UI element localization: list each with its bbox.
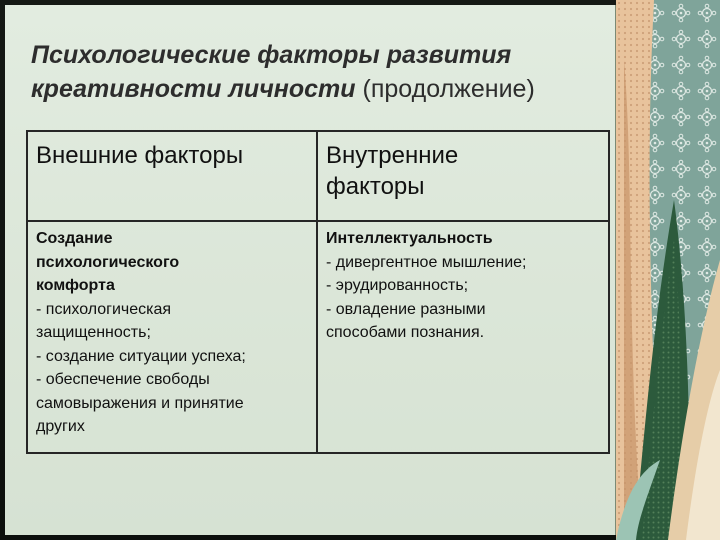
- external-heading-line2: психологического: [36, 253, 180, 271]
- title-continued: (продолжение): [355, 75, 535, 103]
- header-external-label: Внешние факторы: [36, 142, 244, 169]
- title-bold-line2: креативности личности: [31, 75, 356, 103]
- slide-title: [31, 38, 616, 106]
- header-internal-line1: Внутренние: [326, 142, 459, 169]
- factors-table: [26, 130, 610, 454]
- external-item-3: [36, 368, 308, 439]
- title-bold-line1: Психологические факторы развития: [31, 41, 512, 69]
- external-item-3-line2: самовыражения и принятие: [36, 394, 244, 412]
- external-heading-line3: комфорта: [36, 277, 115, 294]
- external-item-1-line2: защищенность;: [36, 324, 151, 341]
- external-item-3-line1: - обеспечение свободы: [36, 371, 210, 388]
- internal-item-3-line2: способами познания.: [326, 324, 485, 341]
- header-external-factors: [27, 131, 317, 221]
- table-header-row: [27, 131, 609, 221]
- external-item-1-line1: - психологическая: [36, 300, 172, 318]
- external-item-2: - создание ситуации успеха;: [36, 347, 246, 365]
- internal-factors-cell: [317, 221, 609, 453]
- external-heading: [36, 227, 308, 298]
- internal-item-2: - эрудированность;: [326, 277, 469, 294]
- header-internal-factors: [317, 131, 609, 221]
- internal-heading: Интеллектуальность: [326, 230, 493, 247]
- table-body-row: [27, 221, 609, 453]
- internal-item-3: [326, 298, 600, 345]
- external-factors-cell: [27, 221, 317, 453]
- decorative-side-border: [616, 0, 720, 540]
- external-item-3-line3: других: [36, 418, 85, 435]
- content-panel: [5, 5, 616, 535]
- internal-item-3-line1: - овладение разными: [326, 300, 486, 318]
- internal-item-1: - дивергентное мышление;: [326, 253, 527, 271]
- external-item-1: [36, 298, 308, 345]
- header-internal-line2: факторы: [326, 173, 425, 200]
- external-heading-line1: Создание: [36, 230, 113, 247]
